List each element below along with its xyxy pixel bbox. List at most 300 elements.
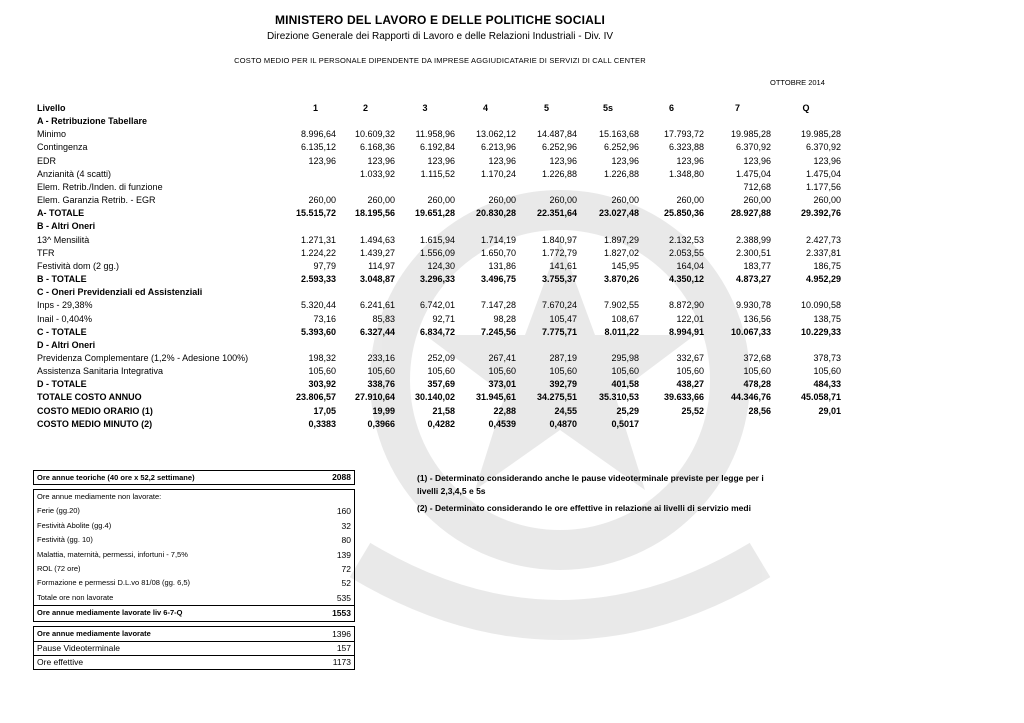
row-label: EDR [37,155,57,166]
cell-value: 1.033,92 [359,168,395,179]
cell-value: 105,60 [676,366,704,377]
cell-value [395,286,455,299]
cell-value: 145,95 [611,260,639,271]
cell-value: 5.393,60 [300,326,336,337]
cell-value: 18.195,56 [354,208,395,219]
cell-value: 105,60 [549,366,577,377]
cell-value: 6.192,84 [419,142,455,153]
hours-label: Ore annue mediamente lavorate liv 6-7-Q [34,606,289,621]
cell-value: 6.370,92 [805,142,841,153]
row-label: Inps - 29,38% [37,300,93,311]
cell-value: 1.475,04 [735,168,771,179]
table-header-row [37,102,841,115]
level-column-header: 7 [734,103,740,113]
cell-value: 25,52 [681,405,704,416]
cell-value [336,115,395,128]
row-label: Inail - 0,404% [37,313,93,324]
cell-value: 8.994,91 [668,326,704,337]
cell-value: 7.775,71 [541,326,577,337]
cell-value: 123,96 [367,155,395,166]
cell-value: 0,3966 [367,418,395,429]
cell-value: 123,96 [813,155,841,166]
cell-value: 1.224,22 [300,247,336,258]
table-row [37,286,841,299]
table-row [37,365,841,378]
cell-value [395,339,455,352]
cell-value: 1.475,04 [805,168,841,179]
cell-value: 29,01 [818,405,841,416]
cell-value [295,181,336,194]
cell-value [516,339,577,352]
cell-value: 1.827,02 [603,247,639,258]
cell-value: 17,05 [313,405,336,416]
cell-value: 31.945,61 [475,392,516,403]
cell-value: 22,88 [493,405,516,416]
level-column-header: 5 [543,103,549,113]
cell-value: 138,75 [813,313,841,324]
cell-value: 295,98 [611,352,639,363]
hours-label: Pause Videoterminale [34,642,289,656]
cell-value: 123,96 [676,155,704,166]
cell-value [295,286,336,299]
hours-row-teoriche [34,471,355,485]
cell-value: 2.300,51 [735,247,771,258]
hours-label: Ore effettive [34,656,289,670]
cell-value: 105,60 [308,366,336,377]
hours-table [33,470,355,670]
level-column-header: 1 [312,103,318,113]
hours-value: 1173 [288,656,355,670]
hours-row-title [34,490,355,505]
hours-value: 32 [288,519,355,533]
cell-value [704,286,771,299]
cell-value: 0,3383 [308,418,336,429]
table-row [37,128,841,141]
cell-value: 260,00 [676,195,704,206]
hours-label: Ore annue mediamente lavorate [34,626,289,641]
table-row [37,326,841,339]
cell-value: 98,28 [493,313,516,324]
cell-value: 34.275,51 [536,392,577,403]
cell-value: 2.053,55 [668,247,704,258]
cell-value [704,339,771,352]
cell-value: 1.439,27 [359,247,395,258]
cell-value [771,339,841,352]
cell-value [771,220,841,233]
cell-value [395,220,455,233]
cell-value [577,181,639,194]
cell-value: 2.337,81 [805,247,841,258]
cell-value: 97,79 [313,260,336,271]
table-row [37,339,841,352]
cell-value: 3.496,75 [480,274,516,285]
cell-value: 233,16 [367,352,395,363]
cell-value [639,286,704,299]
cell-value [295,168,336,181]
row-label: C - Oneri Previdenziali ed Assistenziali [37,287,203,298]
table-row [37,220,841,233]
cell-value: 4.350,12 [668,274,704,285]
cell-value [516,181,577,194]
cell-value: 20.830,28 [475,208,516,219]
cell-value: 260,00 [308,195,336,206]
row-label: D - TOTALE [37,379,87,390]
cell-value: 122,01 [676,313,704,324]
cell-value: 85,83 [372,313,395,324]
cell-value: 1.615,94 [419,234,455,245]
cell-value: 108,67 [611,313,639,324]
cell-value [395,181,455,194]
cell-value: 29.392,76 [800,208,841,219]
cell-value: 1.772,79 [541,247,577,258]
cell-value: 105,60 [743,366,771,377]
cell-value: 6.327,44 [359,326,395,337]
cell-value: 4.873,27 [735,274,771,285]
hours-row-effettive [34,656,355,670]
level-column-header: 4 [482,103,488,113]
cell-value: 260,00 [743,195,771,206]
row-label: A - Retribuzione Tabellare [37,116,148,127]
hours-label: Totale ore non lavorate [34,591,289,606]
hours-value: 2088 [288,471,355,485]
cell-value: 10.067,33 [730,326,771,337]
cell-value: 260,00 [427,195,455,206]
table-row [37,155,841,168]
cell-value: 198,32 [308,352,336,363]
cell-value: 287,19 [549,352,577,363]
hours-label: Festività Abolite (gg.4) [34,519,289,533]
row-label: Minimo [37,129,67,140]
cell-value: 1.494,63 [359,234,395,245]
hours-value: 535 [288,591,355,606]
table-row [37,141,841,154]
cell-value: 260,00 [549,195,577,206]
cell-value: 1.226,88 [603,168,639,179]
cell-value: 4.952,29 [805,274,841,285]
row-label: Previdenza Complementare (1,2% - Adesione 100%) [37,352,249,363]
cell-value [577,339,639,352]
cell-value: 105,60 [427,366,455,377]
hours-label: Ore annue teoriche (40 ore x 52,2 settimane) [34,471,289,485]
cell-value: 1.840,97 [541,234,577,245]
cell-value: 11.958,96 [415,129,455,140]
cell-value: 73,16 [313,313,336,324]
cell-value [455,220,516,233]
hours-row-lavorate-67q [34,606,355,621]
cell-value: 303,92 [308,379,336,390]
cell-value: 105,60 [611,366,639,377]
cell-value: 1.226,88 [541,168,577,179]
cell-value [639,339,704,352]
cell-value: 25.850,36 [663,208,704,219]
cell-value: 105,60 [367,366,395,377]
cell-value: 260,00 [488,195,516,206]
cell-value: 5.320,44 [300,300,336,311]
table-row [37,313,841,326]
cell-value: 260,00 [367,195,395,206]
cell-value: 23.806,57 [295,392,336,403]
cell-value: 24,55 [554,405,577,416]
cell-value [336,181,395,194]
cell-value: 28.927,88 [730,208,771,219]
cell-value: 484,33 [813,379,841,390]
row-label: D - Altri Oneri [37,339,96,350]
row-label: Festività dom (2 gg.) [37,260,120,271]
row-label: B - TOTALE [37,274,87,285]
cell-value: 267,41 [488,352,516,363]
cell-value: 6.742,01 [419,300,455,311]
hours-value: 52 [288,576,355,590]
cell-value [455,115,516,128]
cell-value [577,286,639,299]
footnotes [417,472,787,519]
cell-value: 6.168,36 [359,142,395,153]
cell-value: 1.177,56 [805,181,841,192]
cell-value: 22.351,64 [536,208,577,219]
cell-value: 28,56 [748,405,771,416]
table-row [37,405,841,418]
cell-value: 712,68 [743,181,771,192]
cell-value [577,220,639,233]
cell-value: 0,4539 [488,418,516,429]
cell-value: 6.252,96 [603,142,639,153]
cell-value: 141,61 [549,260,577,271]
hours-value: 80 [288,533,355,547]
hours-value: 139 [288,548,355,562]
cell-value: 378,73 [813,352,841,363]
row-label: 13^ Mensilità [37,234,90,245]
cell-value: 1.714,19 [480,234,516,245]
cell-value: 124,30 [427,260,455,271]
cell-value: 35.310,53 [598,392,639,403]
cell-value: 1.556,09 [419,247,455,258]
cell-value: 123,96 [743,155,771,166]
cell-value: 15.163,68 [598,129,639,140]
cell-value [704,115,771,128]
row-label: TOTALE COSTO ANNUO [37,392,142,403]
cell-value: 6.135,12 [300,142,336,153]
row-label: B - Altri Oneri [37,221,96,232]
table-row [37,194,841,207]
cell-value: 45.058,71 [800,392,841,403]
cell-value [336,220,395,233]
hours-label: Ore annue mediamente non lavorate: [34,490,289,505]
cell-value [336,286,395,299]
cell-value [395,115,455,128]
cell-value: 7.245,56 [480,326,516,337]
cell-value: 7.147,28 [480,300,516,311]
cell-value [336,339,395,352]
hours-label: Formazione e permessi D.L.vo 81/08 (gg. 6,5) [34,576,289,590]
table-row [37,418,841,431]
cell-value: 338,76 [367,379,395,390]
cell-value: 260,00 [813,195,841,206]
cell-value [295,220,336,233]
cell-value [455,286,516,299]
cell-value: 13.062,12 [475,129,516,140]
cell-value: 123,96 [488,155,516,166]
table-row [37,391,841,404]
cell-value: 1.170,24 [480,168,516,179]
cell-value: 252,09 [427,352,455,363]
row-label: Elem. Retrib./Inden. di funzione [37,181,163,192]
hours-row-lavorate [34,626,355,641]
cell-value: 372,68 [743,352,771,363]
cell-value: 105,60 [488,366,516,377]
cell-value [639,220,704,233]
hours-value: 72 [288,562,355,576]
document-date: OTTOBRE 2014 [770,78,825,87]
cell-value: 92,71 [432,313,455,324]
hours-label: Ferie (gg.20) [34,504,289,518]
cell-value: 3.296,33 [419,274,455,285]
level-column-header: 6 [668,103,674,113]
cell-value: 30.140,02 [414,392,455,403]
table-row [37,234,841,247]
cell-value: 6.323,88 [668,142,704,153]
level-column-header: 3 [422,103,428,113]
cell-value: 123,96 [549,155,577,166]
cell-value: 105,47 [549,313,577,324]
row-label: Assistenza Sanitaria Integrativa [37,366,164,377]
cell-value [516,220,577,233]
cell-value [771,286,841,299]
table-row [37,378,841,391]
cell-value: 401,58 [611,379,639,390]
cell-value: 21,58 [432,405,455,416]
table-row [37,352,841,365]
cell-value [639,181,704,194]
table-row [37,207,841,220]
cell-value: 7.902,55 [603,300,639,311]
cell-value: 183,77 [743,260,771,271]
cell-value: 10.090,58 [800,300,841,311]
cell-value: 2.593,33 [300,274,336,285]
cost-table [37,102,841,431]
cell-value: 19.985,28 [730,129,771,140]
cell-value: 6.834,72 [419,326,455,337]
table-row [37,260,841,273]
cell-value: 19.651,28 [414,208,455,219]
cell-value: 7.670,24 [541,300,577,311]
cell-value: 0,5017 [611,418,639,429]
cell-value: 136,56 [743,313,771,324]
cell-value: 260,00 [611,195,639,206]
table-row [37,181,841,194]
ministry-title: MINISTERO DEL LAVORO E DELLE POLITICHE SOCIALI [274,13,606,27]
table-row [37,273,841,286]
cell-value: 44.346,76 [730,392,771,403]
cell-value: 1.897,29 [603,234,639,245]
cell-value [455,181,516,194]
table-row [37,247,841,260]
cell-value: 3.048,87 [359,274,395,285]
cell-value: 114,97 [368,260,395,271]
cell-value: 23.027,48 [598,208,639,219]
cell-value: 131,86 [488,260,516,271]
cell-value [704,220,771,233]
cell-value: 1.271,31 [300,234,336,245]
cell-value: 6.213,96 [480,142,516,153]
cell-value: 15.515,72 [295,208,336,219]
level-column-header: Q [802,103,810,113]
cell-value: 3.755,37 [541,274,577,285]
cell-value: 186,75 [813,260,841,271]
cell-value: 392,79 [549,379,577,390]
hours-label: Festività (gg. 10) [34,533,289,547]
cell-value [455,339,516,352]
hours-value: 157 [288,642,355,656]
cell-value: 8.872,90 [668,300,704,311]
cell-value: 438,27 [676,379,704,390]
cell-value: 1.650,70 [480,247,516,258]
table-row [37,299,841,312]
cell-value [639,115,704,128]
level-column-header: 2 [362,103,368,113]
row-label: A- TOTALE [37,208,85,219]
cell-value: 6.241,61 [359,300,395,311]
row-label: COSTO MEDIO ORARIO (1) [37,405,153,416]
cell-value: 1.348,80 [668,168,704,179]
cell-value: 164,04 [676,260,704,271]
cell-value: 6.370,92 [735,142,771,153]
cell-value: 2.388,99 [735,234,771,245]
footnote-2: (2) - Determinato considerando le ore effettive in relazione ai livelli di servizio medi [417,503,751,513]
cell-value [639,418,704,431]
row-label: COSTO MEDIO MINUTO (2) [37,418,153,429]
cell-value: 6.252,96 [541,142,577,153]
cell-value: 19.985,28 [800,129,841,140]
cell-value: 2.132,53 [668,234,704,245]
level-header: Livello [37,103,66,113]
hours-label: Malattia, maternità, permessi, infortuni - 7,5% [34,548,289,562]
direzione-subtitle: Direzione Generale dei Rapporti di Lavoro e delle Relazioni Industriali - Div. IV [266,31,614,42]
cell-value [577,115,639,128]
cell-value: 10.229,33 [800,326,841,337]
cell-value [295,339,336,352]
cell-value [771,418,841,431]
cell-value: 123,96 [427,155,455,166]
cell-value: 3.870,26 [603,274,639,285]
cell-value: 373,01 [488,379,516,390]
cell-value [704,418,771,431]
cell-value: 0,4282 [427,418,455,429]
cell-value: 357,69 [427,379,455,390]
hours-value: 1396 [288,626,355,641]
row-label: C - TOTALE [37,326,87,337]
cell-value: 123,96 [611,155,639,166]
row-label: Anzianità (4 scatti) [37,168,112,179]
cell-value: 10.609,32 [354,129,395,140]
cell-value: 39.633,66 [663,392,704,403]
table-row [37,168,841,181]
cell-value: 2.427,73 [805,234,841,245]
cell-value [295,115,336,128]
cell-value: 17.793,72 [663,129,704,140]
cell-value: 19,99 [372,405,395,416]
cell-value [771,115,841,128]
cell-value: 0,4870 [549,418,577,429]
cell-value: 478,28 [743,379,771,390]
level-column-header: 5s [602,103,613,113]
cell-value: 123,96 [308,155,336,166]
footnote-1: (1) - Determinato considerando anche le pause videoterminale previste per legge per i livelli 2,3,4,5 e 5s [417,473,764,496]
row-label: Contingenza [37,142,88,153]
row-label: TFR [37,247,55,258]
cell-value: 9.930,78 [735,300,771,311]
cell-value: 25,29 [616,405,639,416]
row-label: Elem. Garanzia Retrib. - EGR [37,195,156,206]
